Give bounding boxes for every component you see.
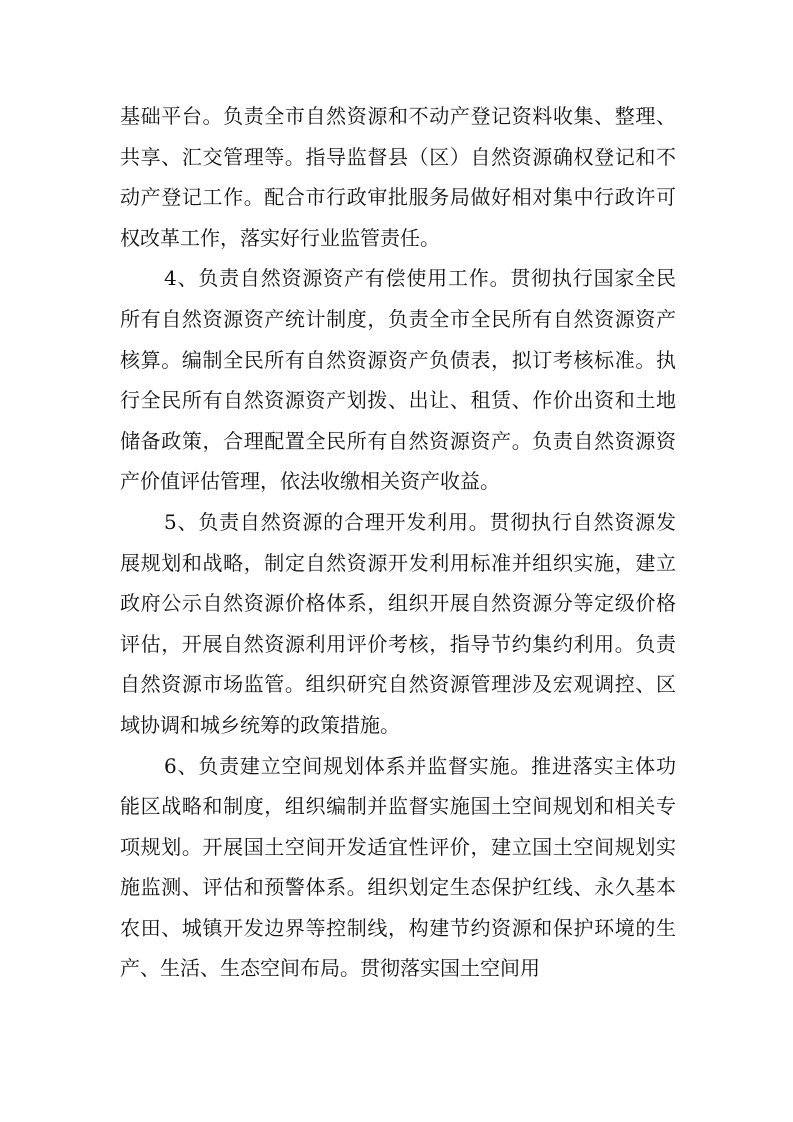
- document-body: [120, 96, 676, 989]
- paragraph-item-6: 6、负责建立空间规划体系并监督实施。推进落实主体功能区战略和制度，组织编制并监督实施国土空间规划和相关专项规划。开展国土空间开发适宜性评价，建立国土空间规划实施监测、评估和预警体系。组织划定生态保护红线、永久基本农田、城镇开发边界等控制线，构建节约资源和保护环境的生产、生活、生态空间布局。贯彻落实国土空间用: [120, 753, 676, 981]
- paragraph-continuation: 基础平台。负责全市自然资源和不动产登记资料收集、整理、共享、汇交管理等。指导监督县（区）自然资源确权登记和不动产登记工作。配合市行政审批服务局做好相对集中行政许可权改革工作，落实好行业监管责任。: [120, 104, 676, 250]
- paragraph-item-5: 5、负责自然资源的合理开发利用。贯彻执行自然资源发展规划和战略，制定自然资源开发利用标准并组织实施，建立政府公示自然资源价格体系，组织开展自然资源分等定级价格评估，开展自然资源利用评价考核，指导节约集约利用。负责自然资源市场监管。组织研究自然资源管理涉及宏观调控、区域协调和城乡统筹的政策措施。: [120, 509, 676, 737]
- paragraph-item-4: 4、负责自然资源资产有偿使用工作。贯彻执行国家全民所有自然资源资产统计制度，负责全市全民所有自然资源资产核算。编制全民所有自然资源资产负债表，拟订考核标准。执行全民所有自然资源资产划拨、出让、租赁、作价出资和土地储备政策，合理配置全民所有自然资源资产。负责自然资源资产价值评估管理，依法收缴相关资产收益。: [120, 266, 676, 494]
